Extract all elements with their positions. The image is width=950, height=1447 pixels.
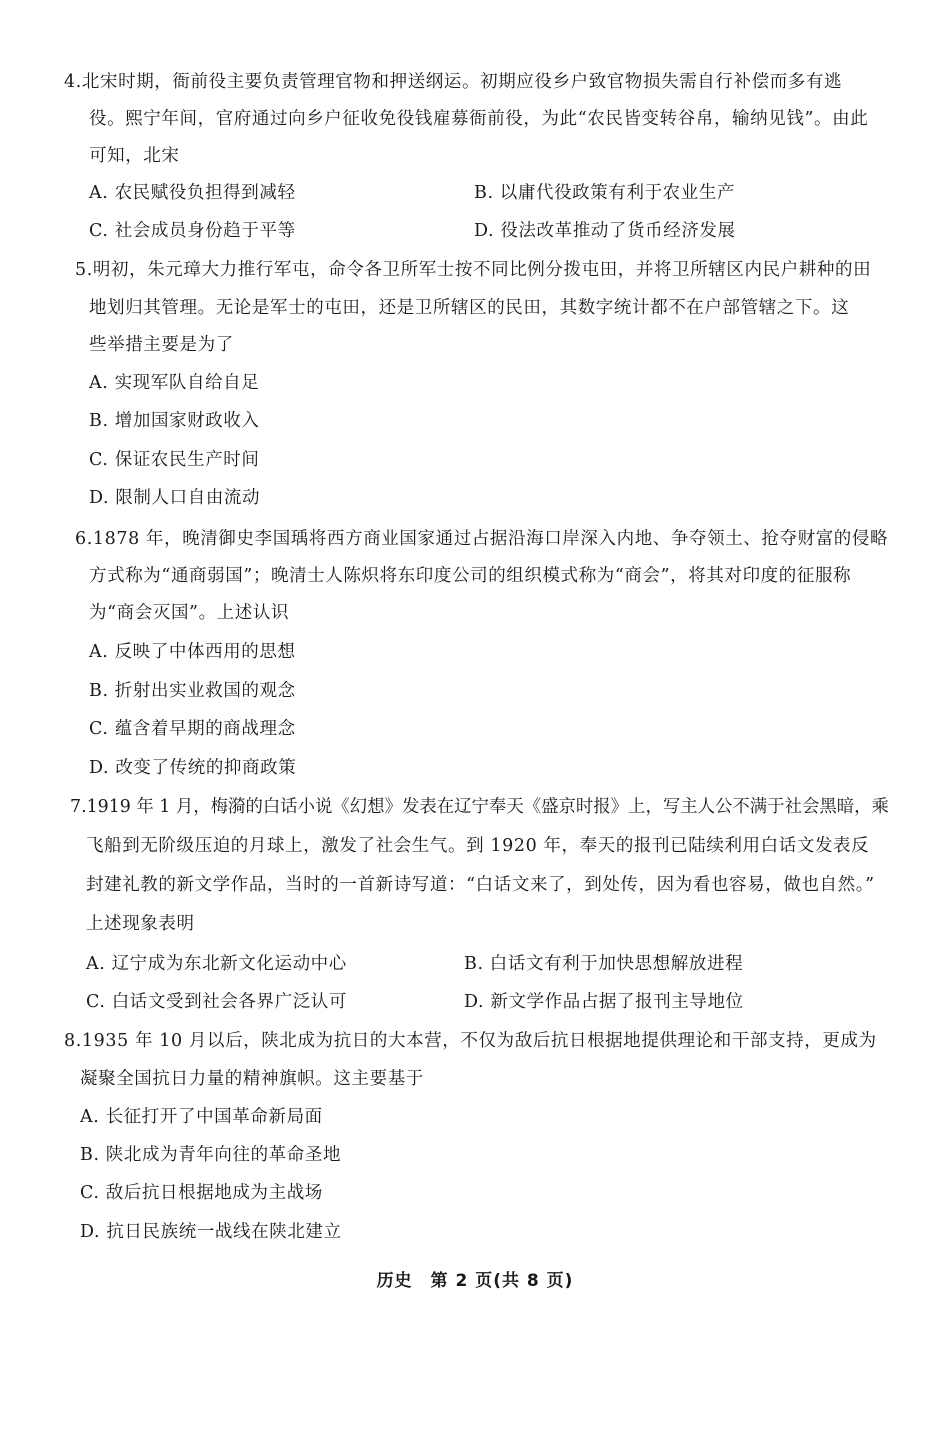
question-6-stem-line-1: 6.1878 年，晚清御史李国瑀将西方商业国家通过占据沿海口岸深入内地、争夺领土、抢夺财富的侵略 <box>75 529 889 549</box>
question-7-stem-line-4: 上述现象表明 <box>86 914 195 934</box>
question-5-stem-line-1: 5.明初，朱元璋大力推行军屯，命令各卫所军士按不同比例分拨屯田，并将卫所辖区内民户耕种的田 <box>75 260 872 280</box>
question-6-option-a: A. 反映了中体西用的思想 <box>89 642 296 662</box>
question-6-stem-line-3: 为“商会灭国”。上述认识 <box>89 603 290 623</box>
question-4-option-a: A. 农民赋役负担得到减轻 <box>89 183 296 203</box>
question-4-stem-line-2: 役。熙宁年间，官府通过向乡户征收免役钱雇募衙前役，为此“农民皆变转谷帛，输纳见钱”。由此 <box>89 109 869 129</box>
question-5-option-b: B. 增加国家财政收入 <box>89 411 260 431</box>
question-8-option-b: B. 陕北成为青年向往的革命圣地 <box>80 1145 342 1165</box>
question-7-option-a: A. 辽宁成为东北新文化运动中心 <box>86 954 347 974</box>
question-4-option-b: B. 以庸代役政策有利于农业生产 <box>474 183 736 203</box>
question-8-option-d: D. 抗日民族统一战线在陕北建立 <box>80 1222 342 1242</box>
question-4-option-c: C. 社会成员身份趋于平等 <box>89 221 296 241</box>
question-7-option-b: B. 白话文有利于加快思想解放进程 <box>464 954 744 974</box>
question-5-option-d: D. 限制人口自由流动 <box>89 488 261 508</box>
question-6-option-b: B. 折射出实业救国的观念 <box>89 681 296 701</box>
question-7-option-c: C. 白话文受到社会各界广泛认可 <box>86 992 347 1012</box>
question-6-option-c: C. 蕴含着早期的商战理念 <box>89 719 296 739</box>
question-4-stem-line-1: 4.北宋时期，衙前役主要负责管理官物和押送纲运。初期应役乡户致官物损失需自行补偿而多有逃 <box>64 72 843 92</box>
question-5-option-a: A. 实现军队自给自足 <box>89 373 260 393</box>
question-4-stem-line-3: 可知，北宋 <box>89 146 180 166</box>
page-footer: 历史 第 2 页(共 8 页) <box>376 1271 574 1291</box>
question-5-stem-line-3: 些举措主要是为了 <box>89 335 234 355</box>
question-7-stem-line-2: 飞船到无阶级压迫的月球上，激发了社会生气。到 1920 年，奉天的报刊已陆续利用白话文发表反 <box>86 836 870 856</box>
question-7-stem-line-3: 封建礼教的新文学作品，当时的一首新诗写道：“白话文来了，到处传，因为看也容易，做也自然。” <box>86 875 875 895</box>
question-7-stem-line-1: 7.1919 年 1 月，梅漪的白话小说《幻想》发表在辽宁奉天《盛京时报》上，写主人公不满于社会黑暗，乘 <box>70 797 889 817</box>
question-8-option-a: A. 长征打开了中国革命新局面 <box>80 1107 323 1127</box>
question-6-option-d: D. 改变了传统的抑商政策 <box>89 758 297 778</box>
question-8-stem-line-2: 凝聚全国抗日力量的精神旗帜。这主要基于 <box>80 1069 424 1089</box>
question-8-stem-line-1: 8.1935 年 10 月以后，陕北成为抗日的大本营，不仅为敌后抗日根据地提供理论和干部支持，更成为 <box>64 1031 877 1051</box>
question-5-stem-line-2: 地划归其管理。无论是军士的屯田，还是卫所辖区的民田，其数字统计都不在户部管辖之下。这 <box>89 298 850 318</box>
question-8-option-c: C. 敌后抗日根据地成为主战场 <box>80 1183 323 1203</box>
question-6-stem-line-2: 方式称为“通商弱国”；晚清士人陈炽将东印度公司的组织模式称为“商会”，将其对印度的征服称 <box>89 566 852 586</box>
question-5-option-c: C. 保证农民生产时间 <box>89 450 260 470</box>
question-4-option-d: D. 役法改革推动了货币经济发展 <box>474 221 736 241</box>
question-7-option-d: D. 新文学作品占据了报刊主导地位 <box>464 992 744 1012</box>
